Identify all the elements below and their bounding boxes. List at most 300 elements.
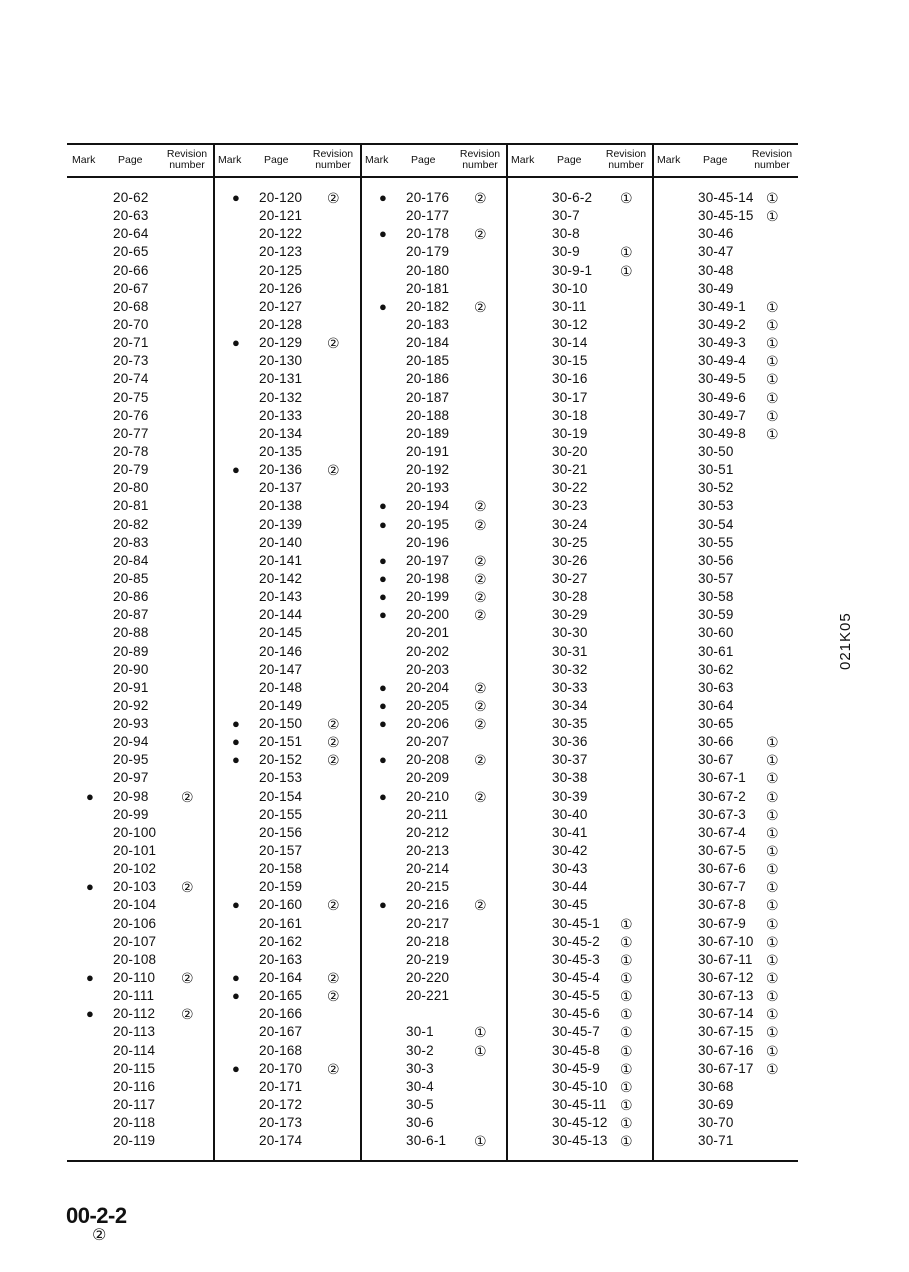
- mark-bullet: ●: [379, 516, 387, 532]
- page-entry: 20-145: [259, 625, 303, 641]
- revision-number: ①: [620, 970, 633, 987]
- revision-number: ②: [474, 298, 487, 315]
- revision-number: ①: [620, 1006, 633, 1023]
- page-entry: 20-164: [259, 970, 303, 986]
- page-entry: 30-16: [552, 371, 588, 387]
- revision-number: ①: [474, 1024, 487, 1041]
- page-entry: 20-110: [113, 970, 156, 986]
- mark-bullet: ●: [86, 788, 94, 804]
- page-entry: 20-181: [406, 280, 450, 296]
- page-entry: 20-85: [113, 570, 149, 586]
- page-entry: 30-67-9: [698, 915, 746, 931]
- page-entry: 30-1: [406, 1024, 434, 1040]
- mark-bullet: ●: [379, 298, 387, 314]
- revision-number: ①: [766, 861, 779, 878]
- page-entry: 30-15: [552, 353, 588, 369]
- page-entry: 30-67-15: [698, 1024, 754, 1040]
- page-entry: 20-92: [113, 697, 149, 713]
- page-entry: 30-18: [552, 407, 588, 423]
- page-entry: 30-20: [552, 443, 588, 459]
- page-entry: 20-66: [113, 262, 149, 278]
- header-revision-number: [309, 149, 357, 171]
- revision-number: ②: [474, 190, 487, 206]
- page-entry: 30-42: [552, 843, 588, 859]
- page-entry: 30-58: [698, 589, 734, 605]
- page-entry: 30-43: [552, 861, 588, 877]
- revision-number: ①: [766, 371, 779, 388]
- page-entry: 20-177: [406, 208, 450, 224]
- page-entry: 30-67-17: [698, 1060, 754, 1076]
- page-entry: 20-118: [113, 1115, 156, 1131]
- page-entry: 30-45: [552, 897, 588, 913]
- page-entry: 20-80: [113, 480, 149, 496]
- page-entry: 30-67-8: [698, 897, 746, 913]
- page-entry: 30-49-5: [698, 371, 746, 387]
- page-entry: 20-114: [113, 1042, 156, 1058]
- revision-number: ①: [766, 316, 779, 333]
- page-entry: 20-62: [113, 190, 149, 205]
- mark-bullet: ●: [379, 697, 387, 713]
- revision-number: ①: [620, 1097, 633, 1113]
- mark-bullet: ●: [232, 752, 240, 768]
- page-entry: 30-49-6: [698, 389, 746, 405]
- page-entry: 20-63: [113, 208, 149, 224]
- page-entry: 20-159: [259, 879, 303, 895]
- page-entry: 30-45-10: [552, 1078, 608, 1094]
- page-entry: 30-45-14: [698, 190, 754, 205]
- revision-number: ①: [766, 988, 779, 1005]
- page-entry: 20-137: [259, 480, 303, 496]
- page-entry: 30-3: [406, 1060, 434, 1076]
- page-entry: 20-107: [113, 933, 157, 949]
- mark-bullet: ●: [379, 589, 387, 605]
- page-entry: 30-71: [698, 1133, 734, 1149]
- page-entry: 20-213: [406, 843, 450, 859]
- page-entry: 20-178: [406, 226, 450, 242]
- page-entry: 30-41: [552, 824, 588, 840]
- page-entry: 20-172: [259, 1097, 303, 1112]
- header-mark: Mark: [511, 154, 535, 166]
- revision-number: ②: [181, 970, 194, 987]
- page-entry: 30-45-4: [552, 970, 600, 986]
- mark-bullet: ●: [232, 190, 240, 205]
- page-entry: 20-157: [259, 843, 303, 859]
- page-entry: 20-64: [113, 226, 149, 242]
- page-entry: 20-180: [406, 262, 450, 278]
- mark-bullet: ●: [86, 970, 94, 986]
- page-entry: 30-55: [698, 534, 734, 550]
- page-entry: 20-103: [113, 879, 157, 895]
- page-entry: 30-51: [698, 462, 734, 478]
- revision-number: ②: [327, 970, 340, 987]
- page-entry: 30-11: [552, 298, 587, 314]
- revision-number: ①: [620, 933, 633, 950]
- page-entry: 30-67-12: [698, 970, 754, 986]
- revision-number: ②: [474, 226, 487, 243]
- page-entry: 30-45-2: [552, 933, 600, 949]
- page-entry: 20-70: [113, 316, 149, 332]
- page-entry: 30-10: [552, 280, 588, 296]
- revision-number: ①: [766, 770, 779, 787]
- page-entry: 20-93: [113, 716, 149, 732]
- page-entry: 20-200: [406, 607, 450, 623]
- page-entry: 30-26: [552, 552, 588, 568]
- page-entry: 20-211: [406, 806, 449, 822]
- revision-number: ②: [474, 897, 487, 914]
- page-entry: 20-197: [406, 552, 450, 568]
- revision-number: ②: [474, 498, 487, 515]
- header-mark: Mark: [657, 154, 681, 166]
- page-entry: 20-183: [406, 316, 450, 332]
- page-entry: 20-73: [113, 353, 149, 369]
- page-entry: 30-63: [698, 679, 734, 695]
- page-entry: 30-52: [698, 480, 734, 496]
- page-entry: 20-102: [113, 861, 157, 877]
- revision-number: ①: [620, 951, 633, 968]
- page-entry: 30-53: [698, 498, 734, 514]
- page-entry: 20-81: [113, 498, 149, 514]
- revision-number: ②: [327, 752, 340, 769]
- column-header: [67, 146, 213, 176]
- page-entry: 30-22: [552, 480, 588, 496]
- page-entry: 30-8: [552, 226, 580, 242]
- page-entry: 20-215: [406, 879, 450, 895]
- page-entry: 20-79: [113, 462, 149, 478]
- page-entry: 20-115: [113, 1060, 156, 1076]
- page-entry: 30-46: [698, 226, 734, 242]
- header-page: Page: [557, 154, 582, 166]
- page-entry: 20-97: [113, 770, 149, 786]
- mark-bullet: ●: [379, 897, 387, 913]
- page-entry: 30-59: [698, 607, 734, 623]
- page-entry: 20-68: [113, 298, 149, 314]
- page-entry: 20-155: [259, 806, 303, 822]
- page-entry: 20-179: [406, 244, 450, 260]
- revision-number: ①: [766, 879, 779, 896]
- page-entry: 20-142: [259, 570, 303, 586]
- page-entry: 20-129: [259, 335, 303, 351]
- page-entry: 30-69: [698, 1097, 734, 1112]
- page-entry: 20-143: [259, 589, 303, 605]
- page-entry: 20-168: [259, 1042, 303, 1058]
- page-entry: 30-12: [552, 316, 588, 332]
- header-mark: Mark: [365, 154, 389, 166]
- header-page: Page: [703, 154, 728, 166]
- revision-number: ①: [766, 1042, 779, 1059]
- page-entry: 20-135: [259, 443, 303, 459]
- revision-number: ②: [474, 697, 487, 714]
- page-entry: 20-104: [113, 897, 157, 913]
- revision-number: ①: [474, 1133, 487, 1150]
- revision-number: ①: [766, 298, 779, 315]
- page-entry: 20-94: [113, 734, 149, 750]
- column-header: [213, 146, 359, 176]
- page-entry: 20-220: [406, 970, 450, 986]
- page-entry: 20-184: [406, 335, 450, 351]
- header-revision-line2: number: [315, 159, 351, 171]
- page-entry: 30-35: [552, 716, 588, 732]
- page-entry: 20-170: [259, 1060, 303, 1076]
- revision-number: ①: [620, 1042, 633, 1059]
- revision-number: ①: [620, 915, 633, 932]
- page-entry: 20-187: [406, 389, 450, 405]
- revision-number: ①: [620, 190, 633, 206]
- mark-bullet: ●: [379, 552, 387, 568]
- page-entry: 30-6-2: [552, 190, 593, 205]
- page-entry: 30-24: [552, 516, 588, 532]
- page-entry: 20-209: [406, 770, 450, 786]
- mark-bullet: ●: [379, 716, 387, 732]
- revision-number: ①: [620, 1060, 633, 1077]
- page-entry: 30-9-1: [552, 262, 593, 278]
- page-entry: 20-138: [259, 498, 303, 514]
- revision-number: ①: [766, 951, 779, 968]
- column-separator: [360, 143, 362, 1161]
- page-entry: 20-90: [113, 661, 149, 677]
- page-entry: 20-158: [259, 861, 303, 877]
- page-entry: 30-23: [552, 498, 588, 514]
- mark-bullet: ●: [379, 679, 387, 695]
- page-entry: 30-67-5: [698, 843, 746, 859]
- page-entry: 20-128: [259, 316, 303, 332]
- mark-bullet: ●: [379, 190, 387, 205]
- page-entry: 30-49-1: [698, 298, 746, 314]
- page-entry: 30-67-3: [698, 806, 746, 822]
- revision-number: ①: [620, 1133, 633, 1150]
- revision-number: ②: [327, 190, 340, 206]
- page-entry: 20-218: [406, 933, 450, 949]
- page-entry: 30-60: [698, 625, 734, 641]
- page-entry: 20-147: [259, 661, 303, 677]
- revision-number: ①: [766, 208, 779, 225]
- page-entry: 20-91: [113, 679, 149, 695]
- page-entry: 30-54: [698, 516, 734, 532]
- mark-bullet: ●: [86, 879, 94, 895]
- revision-number: ①: [766, 1006, 779, 1023]
- revision-number: ①: [766, 806, 779, 823]
- page-entry: 20-196: [406, 534, 450, 550]
- page-entry: 20-205: [406, 697, 450, 713]
- table-top-rule: [67, 143, 798, 145]
- page-entry: 30-45-7: [552, 1024, 600, 1040]
- page-entry: 20-188: [406, 407, 450, 423]
- page-entry: 30-47: [698, 244, 734, 260]
- mark-bullet: ●: [379, 498, 387, 514]
- page-entry: 30-49-8: [698, 425, 746, 441]
- page-entry: 20-161: [259, 915, 303, 931]
- header-revision-number: [748, 149, 796, 171]
- mark-bullet: ●: [232, 988, 240, 1004]
- page-entry: 30-67-2: [698, 788, 746, 804]
- page-entry: 20-82: [113, 516, 149, 532]
- page-entry: 20-76: [113, 407, 149, 423]
- page-entry: 20-122: [259, 226, 303, 242]
- page-number: 00-2-2: [66, 1203, 127, 1228]
- column-separator: [506, 143, 508, 1161]
- page-entry: 30-36: [552, 734, 588, 750]
- page-entry: 20-78: [113, 443, 149, 459]
- header-revision-line1: Revision: [166, 148, 208, 160]
- page-entry: 20-182: [406, 298, 450, 314]
- page-entry: 20-204: [406, 679, 450, 695]
- page-entry: 30-45-15: [698, 208, 754, 224]
- header-revision-line1: Revision: [459, 148, 501, 160]
- revision-number: ②: [327, 1060, 340, 1077]
- page-entry: 30-49-7: [698, 407, 746, 423]
- page-entry: 30-9: [552, 244, 580, 260]
- page-entry: 20-203: [406, 661, 450, 677]
- page-entry: 30-67-4: [698, 824, 746, 840]
- mark-bullet: ●: [379, 226, 387, 242]
- mark-bullet: ●: [232, 335, 240, 351]
- page-entry: 30-28: [552, 589, 588, 605]
- page-entry: 30-67-11: [698, 951, 753, 967]
- revision-number: ②: [474, 552, 487, 569]
- page-entry: 30-34: [552, 697, 588, 713]
- mark-bullet: ●: [232, 734, 240, 750]
- page-entry: 30-33: [552, 679, 588, 695]
- page-entry: 20-144: [259, 607, 303, 623]
- page-entry: 30-14: [552, 335, 588, 351]
- header-page: Page: [264, 154, 289, 166]
- page-entry: 20-89: [113, 643, 149, 659]
- page-entry: 30-29: [552, 607, 588, 623]
- page-entry: 20-171: [259, 1078, 303, 1094]
- mark-bullet: ●: [86, 1006, 94, 1022]
- page-entry: 30-6-1: [406, 1133, 447, 1149]
- page-entry: 30-37: [552, 752, 588, 768]
- page-entry: 20-74: [113, 371, 149, 387]
- page-entry: 20-146: [259, 643, 303, 659]
- page-entry: 20-176: [406, 190, 450, 205]
- page-entry: 30-49-4: [698, 353, 746, 369]
- page-entry: 30-6: [406, 1115, 434, 1131]
- revision-number: ①: [620, 1078, 633, 1095]
- page-entry: 20-150: [259, 716, 303, 732]
- page-entry: 20-162: [259, 933, 303, 949]
- revision-number: ②: [181, 788, 194, 805]
- header-page: Page: [411, 154, 436, 166]
- page-entry: 20-163: [259, 951, 303, 967]
- page-entry: 20-214: [406, 861, 450, 877]
- page-entry: 20-123: [259, 244, 303, 260]
- page-entry: 30-38: [552, 770, 588, 786]
- header-revision-number: [602, 149, 650, 171]
- page-entry: 20-153: [259, 770, 303, 786]
- revision-number: ①: [766, 389, 779, 406]
- page-entry: 20-194: [406, 498, 450, 514]
- revision-number: ①: [766, 752, 779, 769]
- page-entry: 30-5: [406, 1097, 434, 1112]
- header-revision-line1: Revision: [605, 148, 647, 160]
- revision-number: ②: [181, 879, 194, 896]
- page-entry: 20-106: [113, 915, 157, 931]
- revision-number: ①: [766, 190, 779, 206]
- revision-number: ①: [766, 1060, 779, 1077]
- mark-bullet: ●: [379, 607, 387, 623]
- page-entry: 30-45-6: [552, 1006, 600, 1022]
- page-revision: ②: [92, 1227, 107, 1244]
- page-entry: 20-140: [259, 534, 303, 550]
- revision-number: ②: [474, 516, 487, 533]
- header-mark: Mark: [72, 154, 96, 166]
- page-entry: 20-101: [113, 843, 157, 859]
- column-header: [652, 146, 798, 176]
- page-entry: 30-25: [552, 534, 588, 550]
- header-mark: Mark: [218, 154, 242, 166]
- revision-number: ①: [620, 1115, 633, 1132]
- page-entry: 20-216: [406, 897, 450, 913]
- page-entry: 20-156: [259, 824, 303, 840]
- page-entry: 20-154: [259, 788, 303, 804]
- page-entry: 30-45-13: [552, 1133, 608, 1149]
- revision-number: ①: [766, 824, 779, 841]
- revision-number: ②: [327, 897, 340, 914]
- page-entry: 30-64: [698, 697, 734, 713]
- page-entry: 30-62: [698, 661, 734, 677]
- revision-number: ①: [620, 1024, 633, 1041]
- page-entry: 20-98: [113, 788, 149, 804]
- revision-number: ①: [766, 897, 779, 914]
- page-entry: 30-49: [698, 280, 734, 296]
- page-entry: 20-117: [113, 1097, 156, 1112]
- page-entry: 20-139: [259, 516, 303, 532]
- page-entry: 20-119: [113, 1133, 156, 1149]
- header-revision-number: [163, 149, 211, 171]
- page-entry: 20-77: [113, 425, 149, 441]
- page-entry: 20-221: [406, 988, 450, 1004]
- page-entry: 30-45-9: [552, 1060, 600, 1076]
- page-entry: 20-116: [113, 1078, 156, 1094]
- page-entry: 20-207: [406, 734, 450, 750]
- page-entry: 20-127: [259, 298, 303, 314]
- page-entry: 30-17: [552, 389, 588, 405]
- page-entry: 20-160: [259, 897, 303, 913]
- revision-number: ①: [766, 734, 779, 751]
- page-entry: 20-191: [406, 443, 450, 459]
- header-page: Page: [118, 154, 143, 166]
- revision-number: ②: [474, 752, 487, 769]
- document-code: 021K05: [837, 612, 854, 670]
- page-entry: 20-174: [259, 1133, 303, 1149]
- page-entry: 30-31: [552, 643, 588, 659]
- revision-number: ①: [766, 1024, 779, 1041]
- page-entry: 20-195: [406, 516, 450, 532]
- page-entry: 20-165: [259, 988, 303, 1004]
- revision-number: ①: [766, 933, 779, 950]
- page-entry: 20-87: [113, 607, 149, 623]
- page-entry: 20-141: [259, 552, 303, 568]
- page-entry: 30-27: [552, 570, 588, 586]
- page-entry: 30-68: [698, 1078, 734, 1094]
- page-entry: 30-70: [698, 1115, 734, 1131]
- page-entry: 20-75: [113, 389, 149, 405]
- page-entry: 20-193: [406, 480, 450, 496]
- page-entry: 30-30: [552, 625, 588, 641]
- header-revision-line1: Revision: [751, 148, 793, 160]
- revision-number: ②: [474, 679, 487, 696]
- revision-number: ②: [474, 570, 487, 587]
- page-entry: 30-39: [552, 788, 588, 804]
- page-entry: 30-57: [698, 570, 734, 586]
- page-entry: 20-111: [113, 988, 155, 1004]
- page-entry: 30-67-6: [698, 861, 746, 877]
- page-entry: 30-4: [406, 1078, 434, 1094]
- revision-number: ①: [474, 1042, 487, 1059]
- revision-number: ②: [474, 607, 487, 624]
- page-entry: 20-212: [406, 824, 450, 840]
- column-separator: [652, 143, 654, 1161]
